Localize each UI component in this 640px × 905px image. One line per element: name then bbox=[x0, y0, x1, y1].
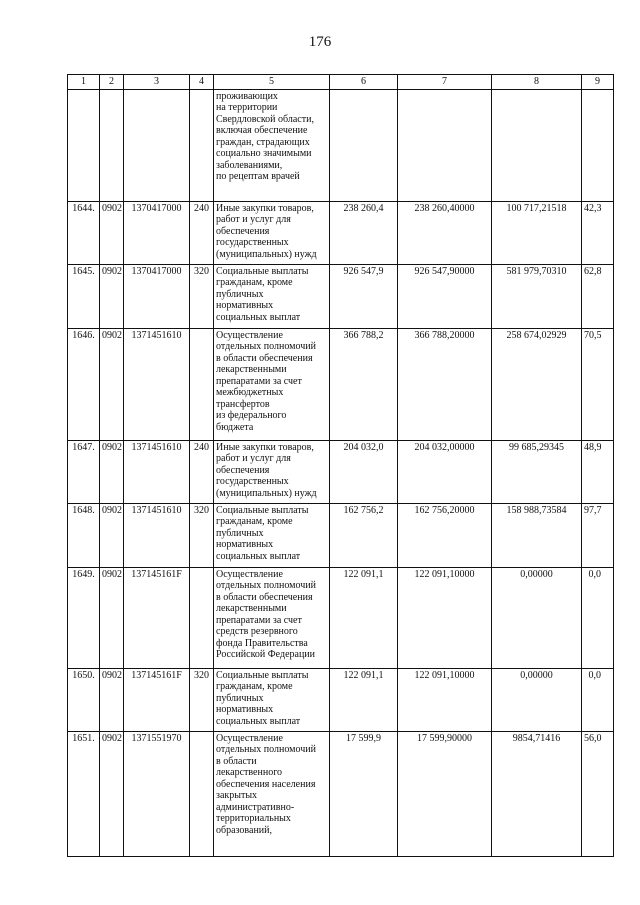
execution-percent: 48,9 bbox=[582, 440, 614, 503]
table-row bbox=[68, 731, 614, 856]
execution-percent: 0,0 bbox=[582, 668, 614, 731]
table-row bbox=[68, 503, 614, 567]
executed-amount: 258 674,02929 bbox=[492, 328, 582, 440]
precise-amount: 17 599,90000 bbox=[398, 731, 492, 856]
section-code: 0902 bbox=[100, 503, 124, 567]
row-number: 1644. bbox=[68, 201, 100, 264]
description: Иные закупки товаров, работ и услуг для обеспечения государственных (муниципальных) нужд bbox=[214, 440, 330, 503]
target-code bbox=[124, 89, 190, 201]
section-code: 0902 bbox=[100, 201, 124, 264]
execution-percent: 62,8 bbox=[582, 264, 614, 328]
executed-amount: 9854,71416 bbox=[492, 731, 582, 856]
description: Осуществление отдельных полномочий в области обеспечения лекарственными препаратами за счет межбюджетных трансфертов из федерального бюджета bbox=[214, 328, 330, 440]
execution-percent: 56,0 bbox=[582, 731, 614, 856]
executed-amount: 0,00000 bbox=[492, 668, 582, 731]
description: Социальные выплаты гражданам, кроме публичных нормативных социальных выплат bbox=[214, 668, 330, 731]
description: Иные закупки товаров, работ и услуг для обеспечения государственных (муниципальных) нужд bbox=[214, 201, 330, 264]
row-number: 1645. bbox=[68, 264, 100, 328]
header-row bbox=[68, 75, 614, 90]
column-header: 2 bbox=[100, 75, 124, 90]
executed-amount: 581 979,70310 bbox=[492, 264, 582, 328]
section-code: 0902 bbox=[100, 264, 124, 328]
target-code: 137145161F bbox=[124, 567, 190, 668]
planned-amount: 366 788,2 bbox=[330, 328, 398, 440]
section-code: 0902 bbox=[100, 440, 124, 503]
execution-percent bbox=[582, 89, 614, 201]
target-code: 1370417000 bbox=[124, 201, 190, 264]
description: Осуществление отдельных полномочий в области обеспечения лекарственными препаратами за счет средств резервного фонда Правительства Российской Федерации bbox=[214, 567, 330, 668]
row-number: 1646. bbox=[68, 328, 100, 440]
executed-amount: 99 685,29345 bbox=[492, 440, 582, 503]
section-code: 0902 bbox=[100, 668, 124, 731]
precise-amount bbox=[398, 89, 492, 201]
planned-amount: 17 599,9 bbox=[330, 731, 398, 856]
planned-amount: 162 756,2 bbox=[330, 503, 398, 567]
precise-amount: 162 756,20000 bbox=[398, 503, 492, 567]
table-row bbox=[68, 201, 614, 264]
expense-type bbox=[190, 89, 214, 201]
expense-type: 240 bbox=[190, 440, 214, 503]
column-header: 9 bbox=[582, 75, 614, 90]
execution-percent: 0,0 bbox=[582, 567, 614, 668]
execution-percent: 97,7 bbox=[582, 503, 614, 567]
column-header: 4 bbox=[190, 75, 214, 90]
executed-amount bbox=[492, 89, 582, 201]
row-number: 1647. bbox=[68, 440, 100, 503]
section-code: 0902 bbox=[100, 731, 124, 856]
section-code bbox=[100, 89, 124, 201]
expense-type: 320 bbox=[190, 264, 214, 328]
executed-amount: 0,00000 bbox=[492, 567, 582, 668]
column-header: 1 bbox=[68, 75, 100, 90]
row-number: 1649. bbox=[68, 567, 100, 668]
precise-amount: 238 260,40000 bbox=[398, 201, 492, 264]
target-code: 1371451610 bbox=[124, 503, 190, 567]
table-row bbox=[68, 440, 614, 503]
planned-amount: 204 032,0 bbox=[330, 440, 398, 503]
description: Социальные выплаты гражданам, кроме публичных нормативных социальных выплат bbox=[214, 264, 330, 328]
row-number: 1648. bbox=[68, 503, 100, 567]
precise-amount: 122 091,10000 bbox=[398, 668, 492, 731]
row-number: 1651. bbox=[68, 731, 100, 856]
expense-type: 320 bbox=[190, 668, 214, 731]
planned-amount: 122 091,1 bbox=[330, 567, 398, 668]
description: Осуществление отдельных полномочий в области лекарственного обеспечения населения закрытых административно- территориальных образований, bbox=[214, 731, 330, 856]
planned-amount: 122 091,1 bbox=[330, 668, 398, 731]
expense-type: 240 bbox=[190, 201, 214, 264]
target-code: 1370417000 bbox=[124, 264, 190, 328]
planned-amount: 238 260,4 bbox=[330, 201, 398, 264]
expense-type bbox=[190, 731, 214, 856]
column-header: 7 bbox=[398, 75, 492, 90]
target-code: 137145161F bbox=[124, 668, 190, 731]
column-header: 8 bbox=[492, 75, 582, 90]
section-code: 0902 bbox=[100, 567, 124, 668]
row-number bbox=[68, 89, 100, 201]
precise-amount: 122 091,10000 bbox=[398, 567, 492, 668]
expense-type: 320 bbox=[190, 503, 214, 567]
table-row bbox=[68, 328, 614, 440]
table-row bbox=[68, 668, 614, 731]
budget-table bbox=[67, 74, 614, 857]
planned-amount: 926 547,9 bbox=[330, 264, 398, 328]
expense-type bbox=[190, 567, 214, 668]
precise-amount: 366 788,20000 bbox=[398, 328, 492, 440]
column-header: 6 bbox=[330, 75, 398, 90]
execution-percent: 70,5 bbox=[582, 328, 614, 440]
table-row bbox=[68, 264, 614, 328]
section-code: 0902 bbox=[100, 328, 124, 440]
execution-percent: 42,3 bbox=[582, 201, 614, 264]
precise-amount: 204 032,00000 bbox=[398, 440, 492, 503]
planned-amount bbox=[330, 89, 398, 201]
executed-amount: 100 717,21518 bbox=[492, 201, 582, 264]
row-number: 1650. bbox=[68, 668, 100, 731]
table-row bbox=[68, 567, 614, 668]
description: проживающих на территории Свердловской области, включая обеспечение граждан, страдающих социально значимыми заболеваниями, по рецептам врачей bbox=[214, 89, 330, 201]
precise-amount: 926 547,90000 bbox=[398, 264, 492, 328]
expense-type bbox=[190, 328, 214, 440]
description: Социальные выплаты гражданам, кроме публичных нормативных социальных выплат bbox=[214, 503, 330, 567]
page-number: 176 bbox=[308, 34, 332, 50]
column-header: 5 bbox=[214, 75, 330, 90]
table-row bbox=[68, 89, 614, 201]
target-code: 1371451610 bbox=[124, 440, 190, 503]
target-code: 1371451610 bbox=[124, 328, 190, 440]
target-code: 1371551970 bbox=[124, 731, 190, 856]
executed-amount: 158 988,73584 bbox=[492, 503, 582, 567]
column-header: 3 bbox=[124, 75, 190, 90]
